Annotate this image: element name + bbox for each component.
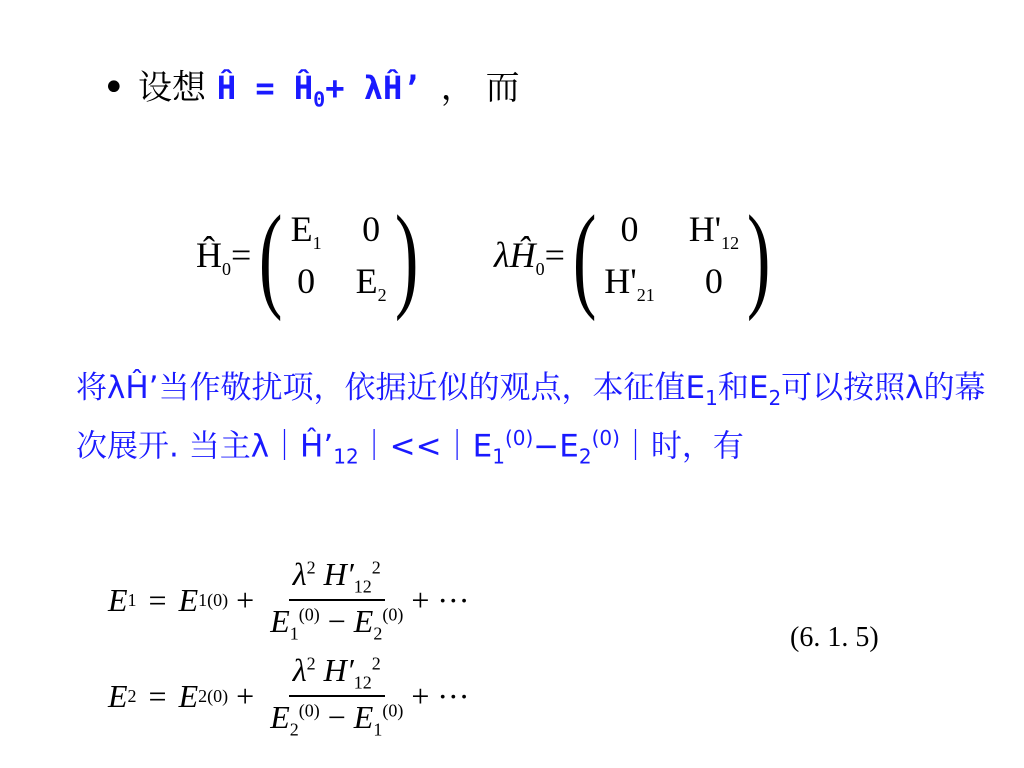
matrix-lambda-h-label: $\lambda Ĥ_0=$ <box>494 234 565 280</box>
matrix-cell: $E_2$ <box>355 261 387 306</box>
matrix-h0 <box>196 191 426 322</box>
matrix-h0-grid <box>291 208 387 306</box>
left-paren: ( <box>259 191 283 322</box>
equation-e1: E 1 = E 1 (0) + $\frac{\lambda^2 H'_{12}^2}{E_1^{(0)} - E_2^{(0)}}$ + ··· <box>108 556 470 644</box>
equation-number: (6. 1. 5) <box>790 622 879 653</box>
matrix-cell: 0 <box>704 261 723 301</box>
intro-text-before: 设想 <box>138 68 206 108</box>
fraction: $\frac{\lambda^2 H'_{12}^2}{E_1^{(0)} - E_2^{(0)}}$ <box>270 556 404 644</box>
matrix-lambda-h <box>494 191 778 322</box>
matrix-cell: $H'_{21}$ <box>604 261 655 306</box>
matrix-cell: $E_1$ <box>290 208 322 253</box>
matrix-h0-label: $Ĥ_0=$ <box>196 234 252 280</box>
hamiltonian-formula: Ĥ = $Ĥ_0+$ λĤ’ <box>216 69 422 112</box>
fraction: $\frac{\lambda^2 H'_{12}^2}{E_2^{(0)} - E_1^{(0)}}$ <box>270 652 404 740</box>
matrix-cell: 0 <box>620 208 639 249</box>
matrix-lambda-h-grid <box>604 208 739 306</box>
bullet-marker: • <box>102 65 126 111</box>
matrix-cell: 0 <box>362 208 381 249</box>
intro-line <box>138 66 520 121</box>
intro-text-after: ， 而 <box>440 68 520 108</box>
matrix-cell: $H'_{12}$ <box>688 208 740 253</box>
right-paren: ) <box>394 191 419 322</box>
perturbation-paragraph: 将λĤ’当作敬扰项，依据近似的观点，本征值$E_1$和$E_2$可以按照λ的幕次展开. 当主$\lambda|Ĥ’_{12}|<<|E_1^{(0)}-E_2^{(0)}|$时，有 <box>76 370 986 469</box>
right-paren: ) <box>747 191 771 322</box>
left-paren: ( <box>572 191 597 322</box>
matrix-cell: 0 <box>297 261 316 301</box>
equation-e2: E 2 = E 2 (0) + $\frac{\lambda^2 H'_{12}^2}{E_2^{(0)} - E_1^{(0)}}$ + ··· <box>108 652 470 740</box>
